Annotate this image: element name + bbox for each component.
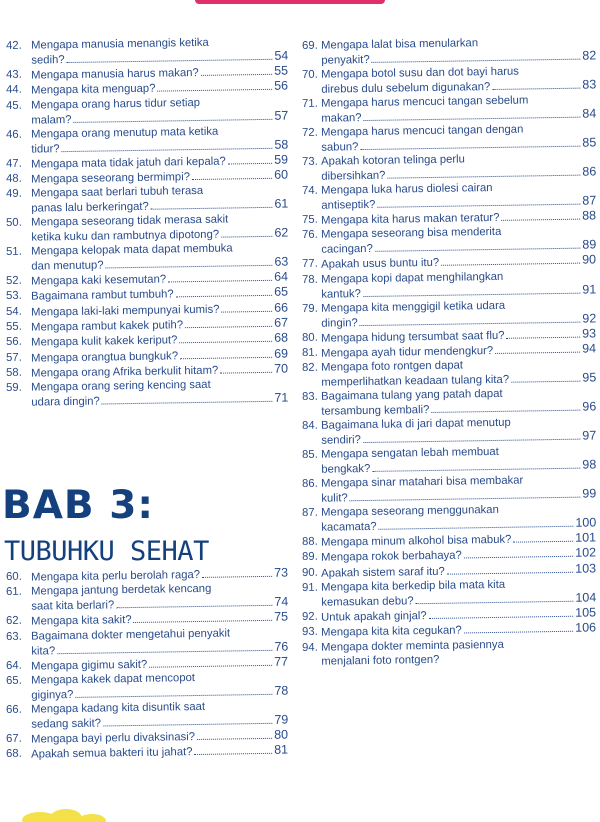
toc-column-left-chapter3 — [6, 565, 289, 763]
entry-text: Mengapa kulit kakek keriput? — [31, 334, 178, 349]
toc-entry — [6, 626, 288, 659]
entry-text: Mengapa seseorang bermimpi? — [31, 171, 191, 186]
page-number: 88 — [582, 208, 597, 223]
page-number: 61 — [274, 196, 289, 211]
entry-text: Apakah usus buntu itu? — [321, 257, 440, 271]
page-number: 87 — [582, 193, 597, 208]
entry-text: Mengapa kopi dapat menghilangkan — [320, 270, 504, 286]
entry-text: Mengapa kita menguap? — [31, 82, 156, 97]
dot-leader — [228, 162, 272, 164]
entry-number: 42. — [6, 39, 22, 52]
entry-text: sedang sakit? — [31, 717, 102, 731]
entry-text: Mengapa kelopak mata dapat membuka — [30, 242, 233, 258]
entry-number: 83. — [302, 390, 318, 404]
entry-number: 58. — [6, 366, 22, 379]
page-number: 94 — [582, 341, 597, 356]
dot-leader — [195, 753, 273, 755]
entry-text: giginya? — [31, 688, 74, 702]
entry-text: Mengapa kita sakit? — [31, 614, 132, 628]
entry-text: kacamata? — [321, 520, 377, 534]
entry-text: saat kita berlari? — [31, 599, 115, 613]
cloud-decoration — [0, 808, 200, 822]
entry-text: Mengapa orang harus tidur setiap — [30, 96, 201, 112]
entry-text: ketika kuku dan rambutnya dipotong? — [31, 228, 220, 244]
entry-number: 73. — [302, 155, 318, 168]
toc-entry — [302, 577, 596, 610]
page-number: 77 — [274, 654, 289, 669]
page-number: 55 — [274, 63, 289, 78]
entry-text: Mengapa orang Afrika berkulit hitam? — [31, 364, 219, 380]
entry-number: 94. — [302, 641, 318, 654]
dot-leader — [511, 381, 580, 383]
page-number: 74 — [274, 594, 289, 609]
entry-text: malam? — [31, 113, 72, 126]
entry-number: 53. — [6, 290, 22, 303]
dot-leader — [149, 664, 272, 667]
cloud-bump — [50, 809, 82, 822]
entry-number: 64. — [6, 659, 22, 672]
dot-leader — [387, 174, 580, 178]
dot-leader — [363, 439, 581, 443]
entry-number: 62. — [6, 615, 22, 628]
page-number: 95 — [582, 370, 597, 385]
dot-leader — [360, 145, 580, 149]
toc-entry — [6, 744, 288, 763]
page-number: 78 — [274, 683, 289, 698]
page-number: 84 — [582, 106, 597, 121]
dot-leader — [180, 356, 272, 358]
entry-text: Mengapa ayah tidur mendengkur? — [321, 344, 494, 360]
page-number: 76 — [274, 638, 289, 654]
page-number: 102 — [575, 545, 597, 561]
page-number: 68 — [274, 330, 289, 346]
dot-leader — [197, 738, 272, 740]
entry-text: Mengapa kita perlu berolah raga? — [31, 568, 201, 584]
dot-leader — [168, 280, 272, 283]
page-number: 105 — [575, 605, 597, 620]
page-number: 82 — [582, 48, 597, 63]
page-number: 66 — [274, 300, 289, 315]
entry-text: sabun? — [321, 140, 359, 154]
page-number: 99 — [582, 486, 597, 501]
entry-number: 92. — [302, 610, 318, 624]
dot-leader — [220, 372, 272, 374]
entry-text: antiseptik? — [321, 198, 376, 212]
page-number: 97 — [582, 428, 597, 443]
entry-text: Mengapa kaki kesemutan? — [31, 273, 167, 288]
toc-entry — [6, 36, 288, 69]
entry-text: Bagaimana luka di jari dapat menutup — [320, 416, 511, 432]
entry-text: Apakah semua bakteri itu jahat? — [31, 746, 193, 761]
chapter-label: BAB 3: — [2, 483, 154, 528]
entry-text: Mengapa orang menutup mata ketika — [30, 125, 219, 141]
dot-leader — [372, 58, 581, 62]
entry-number: 90. — [302, 566, 318, 579]
toc-entry — [302, 35, 596, 68]
entry-number: 44. — [6, 84, 22, 97]
page-number: 90 — [582, 252, 597, 267]
dot-leader — [67, 59, 273, 63]
toc-column-right — [302, 37, 597, 670]
dot-leader — [507, 336, 581, 338]
entry-text: Mengapa kita harus makan teratur? — [321, 211, 500, 227]
entry-number: 88. — [302, 535, 318, 549]
entry-text: Mengapa foto rontgen dapat — [320, 359, 464, 374]
entry-text: Mengapa bayi perlu divaksinasi? — [31, 730, 196, 746]
entry-number: 43. — [6, 68, 22, 81]
toc-entry — [302, 298, 596, 331]
entry-number: 65. — [6, 674, 22, 687]
entry-text: menjalani foto rontgen? — [321, 653, 440, 668]
entry-text: Mengapa kita kita cegukan? — [321, 624, 462, 640]
entry-number: 69. — [302, 39, 318, 52]
entry-text: kantuk? — [321, 287, 361, 300]
entry-number: 84. — [302, 419, 318, 433]
page-number: 86 — [582, 164, 597, 179]
entry-text: Bagaimana tulang yang patah dapat — [320, 388, 503, 403]
dot-leader — [192, 178, 272, 180]
toc-entry — [6, 95, 288, 128]
page-number: 73 — [274, 565, 289, 580]
dot-leader — [441, 263, 580, 266]
toc-entry — [302, 180, 596, 213]
toc-entry — [302, 64, 596, 97]
page-number: 104 — [575, 590, 597, 605]
entry-number: 86. — [302, 477, 318, 491]
entry-number: 47. — [6, 157, 22, 170]
entry-number: 51. — [6, 245, 22, 259]
entry-number: 63. — [6, 630, 22, 643]
entry-text: Mengapa gigimu sakit? — [31, 658, 148, 673]
page-number: 80 — [274, 727, 289, 742]
entry-text: bengkak? — [321, 462, 371, 476]
entry-number: 85. — [302, 448, 318, 462]
entry-number: 68. — [6, 747, 22, 761]
entry-number: 56. — [6, 336, 22, 349]
entry-text: Apakah sistem saraf itu? — [321, 565, 445, 580]
dot-leader — [201, 74, 272, 76]
dot-leader — [364, 116, 581, 120]
toc-entry — [6, 124, 288, 157]
entry-number: 77. — [302, 258, 318, 271]
dot-leader — [176, 295, 273, 298]
toc-entry — [302, 474, 596, 507]
entry-number: 46. — [6, 128, 22, 141]
entry-text: makan? — [321, 111, 362, 125]
chapter-title: TUBUHKU SEHAT — [4, 536, 209, 567]
dot-leader — [75, 693, 272, 697]
entry-text: sedih? — [31, 53, 65, 67]
dot-leader — [57, 649, 272, 653]
page-number: 83 — [582, 77, 597, 92]
toc-entry — [302, 269, 596, 302]
toc-entry — [302, 122, 596, 155]
page-number: 65 — [274, 285, 289, 300]
dot-leader — [464, 556, 573, 559]
entry-text: Mengapa kadang kita disuntik saat — [30, 700, 206, 716]
entry-text: Mengapa seseorang menggunakan — [320, 504, 499, 519]
entry-number: 60. — [6, 570, 22, 583]
page-number: 60 — [274, 167, 289, 182]
page-number: 96 — [582, 399, 597, 414]
page-number: 54 — [274, 48, 289, 63]
entry-text: Mengapa kita menggigil ketika udara — [320, 299, 506, 315]
entry-text: Apakah kotoran telinga perlu — [320, 153, 465, 168]
entry-number: 87. — [302, 506, 318, 520]
entry-number: 93. — [302, 626, 318, 639]
toc-entry — [6, 213, 288, 246]
entry-number: 50. — [6, 216, 22, 230]
dot-leader — [363, 292, 581, 296]
dot-leader — [447, 572, 573, 575]
dot-leader — [372, 468, 580, 472]
entry-number: 55. — [6, 320, 22, 334]
entry-number: 52. — [6, 274, 22, 288]
entry-number: 59. — [6, 382, 22, 395]
entry-text: kemasukan debu? — [321, 595, 414, 609]
dot-leader — [375, 248, 581, 252]
dot-leader — [501, 219, 580, 221]
page-number: 106 — [575, 620, 597, 636]
dot-leader — [360, 321, 581, 325]
dot-leader — [431, 410, 580, 413]
entry-number: 81. — [302, 346, 318, 359]
page-number: 91 — [582, 281, 597, 296]
dot-leader — [74, 118, 273, 122]
toc-entry — [6, 378, 288, 411]
entry-number: 89. — [302, 551, 318, 564]
toc-column-left — [6, 36, 289, 411]
toc-entry — [6, 582, 288, 615]
dot-leader — [103, 722, 272, 726]
entry-text: sendiri? — [321, 433, 361, 447]
dot-leader — [151, 207, 273, 210]
page-number: 79 — [274, 712, 289, 727]
page-number: 58 — [274, 136, 289, 152]
entry-text: kulit? — [321, 492, 348, 505]
entry-number: 45. — [6, 99, 22, 112]
entry-number: 57. — [6, 351, 22, 364]
entry-text: Mengapa botol susu dan dot bayi harus — [320, 65, 520, 81]
dot-leader — [221, 311, 272, 313]
top-accent-bar — [195, 0, 385, 4]
page-number: 70 — [274, 361, 289, 376]
entry-number: 67. — [6, 732, 22, 745]
toc-entry — [302, 445, 596, 478]
toc-entry — [302, 93, 596, 126]
dot-leader — [416, 601, 574, 604]
page-number: 67 — [274, 315, 289, 330]
entry-number: 80. — [302, 331, 318, 344]
entry-text: dan menutup? — [31, 259, 104, 273]
entry-text: Mengapa lalat bisa menularkan — [320, 37, 479, 52]
entry-number: 91. — [302, 581, 318, 595]
entry-text: direbus dulu sebelum digunakan? — [321, 80, 491, 96]
page-number: 89 — [582, 237, 597, 252]
entry-text: tersambung kembali? — [321, 403, 430, 418]
entry-text: panas lalu berkeringat? — [31, 200, 149, 215]
dot-leader — [102, 401, 273, 405]
entry-text: Untuk apakah ginjal? — [321, 610, 427, 624]
entry-text: Mengapa rokok berbahaya? — [321, 549, 462, 565]
dot-leader — [106, 265, 273, 269]
entry-text: dingin? — [321, 316, 358, 329]
entry-number: 72. — [302, 126, 318, 139]
entry-text: kita? — [31, 644, 56, 657]
entry-text: tidur? — [31, 142, 60, 155]
entry-text: Mengapa sinar matahari bisa membakar — [320, 474, 524, 490]
dot-leader — [350, 497, 581, 502]
page-number: 93 — [582, 325, 597, 341]
entry-number: 70. — [302, 68, 318, 81]
page-number: 92 — [582, 310, 597, 325]
entry-text: Mengapa laki-laki mempunyai kumis? — [31, 303, 220, 319]
dot-leader — [513, 541, 573, 543]
entry-text: Mengapa harus mencuci tangan sebelum — [320, 94, 529, 110]
dot-leader — [379, 526, 574, 530]
entry-number: 74. — [302, 184, 318, 197]
entry-number: 49. — [6, 187, 22, 201]
entry-text: Mengapa luka harus diolesi cairan — [320, 182, 493, 197]
page-number: 57 — [274, 107, 289, 123]
toc-entry — [302, 225, 596, 258]
toc-entry — [6, 184, 288, 217]
toc-entry — [6, 242, 288, 275]
dot-leader — [429, 616, 574, 619]
entry-text: Bagaimana rambut tumbuh? — [31, 288, 174, 304]
entry-text: Mengapa seseorang bisa menderita — [320, 226, 502, 241]
toc-entry — [302, 387, 596, 420]
toc-entry — [302, 358, 596, 391]
dot-leader — [495, 352, 580, 354]
toc-entry — [6, 670, 288, 703]
entry-number: 78. — [302, 273, 318, 286]
entry-number: 54. — [6, 305, 22, 318]
entry-text: Bagaimana dokter mengetahui penyakit — [30, 627, 231, 643]
entry-text: Mengapa harus mencuci tangan dengan — [320, 123, 524, 139]
entry-number: 82. — [302, 361, 318, 375]
entry-number: 66. — [6, 703, 22, 716]
entry-text: Mengapa manusia harus makan? — [31, 66, 199, 82]
dot-leader — [377, 203, 580, 207]
entry-text: udara dingin? — [31, 395, 100, 409]
entry-text: Mengapa sengatan lebah membuat — [320, 446, 499, 461]
entry-text: Mengapa mata tidak jatuh dari kepala? — [31, 155, 226, 171]
toc-entry — [302, 151, 596, 184]
page-number: 64 — [274, 269, 289, 284]
entry-text: Mengapa manusia menangis ketika — [30, 36, 209, 52]
entry-text: Mengapa minum alkohol bisa mabuk? — [321, 533, 512, 549]
page-number: 59 — [274, 152, 289, 167]
entry-text: Mengapa kakek dapat mencopot — [30, 671, 196, 687]
entry-text: Mengapa hidung tersumbat saat flu? — [321, 329, 505, 345]
toc-entry — [302, 637, 596, 669]
entry-text: memperlihatkan keadaan tulang kita? — [321, 373, 510, 389]
entry-text: Mengapa rambut kakek putih? — [31, 319, 184, 334]
entry-text: Mengapa seseorang tidak merasa sakit — [30, 213, 229, 229]
dot-leader — [179, 341, 272, 343]
page-number: 75 — [274, 609, 289, 625]
page-number: 98 — [582, 457, 597, 472]
dot-leader — [62, 147, 273, 151]
dot-leader — [157, 89, 272, 92]
dot-leader — [221, 236, 272, 238]
entry-text: Mengapa orang sering kencing saat — [30, 379, 211, 394]
page-number: 63 — [274, 254, 289, 269]
page-number: 85 — [582, 135, 597, 150]
entry-text: Mengapa kita berkedip bila mata kita — [320, 578, 506, 594]
entry-text: penyakit? — [321, 53, 370, 67]
dot-leader — [202, 576, 272, 578]
entry-text: Mengapa orangtua bungkuk? — [31, 349, 179, 365]
entry-text: dibersihkan? — [321, 169, 386, 183]
page-number: 103 — [575, 561, 597, 576]
dot-leader — [464, 631, 573, 634]
dot-leader — [492, 87, 580, 89]
page-number: 81 — [274, 742, 289, 757]
entry-number: 79. — [302, 302, 318, 315]
entry-number: 75. — [302, 213, 318, 226]
dot-leader — [185, 326, 272, 328]
toc-entry — [302, 416, 596, 449]
entry-number: 71. — [302, 97, 318, 110]
entry-number: 61. — [6, 586, 22, 599]
page-number: 69 — [274, 346, 289, 361]
toc-entry — [6, 699, 288, 732]
cloud-bump — [78, 814, 106, 822]
entry-text: Mengapa jantung berdetak kencang — [30, 583, 212, 598]
entry-text: Mengapa saat berlari tubuh terasa — [30, 185, 204, 200]
page-number: 71 — [274, 390, 289, 405]
toc-entry — [302, 503, 596, 536]
dot-leader — [134, 620, 273, 623]
page-number: 101 — [575, 530, 597, 545]
page-number: 62 — [274, 225, 289, 240]
dot-leader — [116, 605, 272, 608]
entry-number: 48. — [6, 172, 22, 185]
entry-text: Mengapa dokter meminta pasiennya — [320, 638, 504, 654]
entry-number: 76. — [302, 229, 318, 242]
page-number: 56 — [274, 78, 289, 94]
page-number: 100 — [575, 515, 597, 530]
entry-text: cacingan? — [321, 242, 373, 256]
